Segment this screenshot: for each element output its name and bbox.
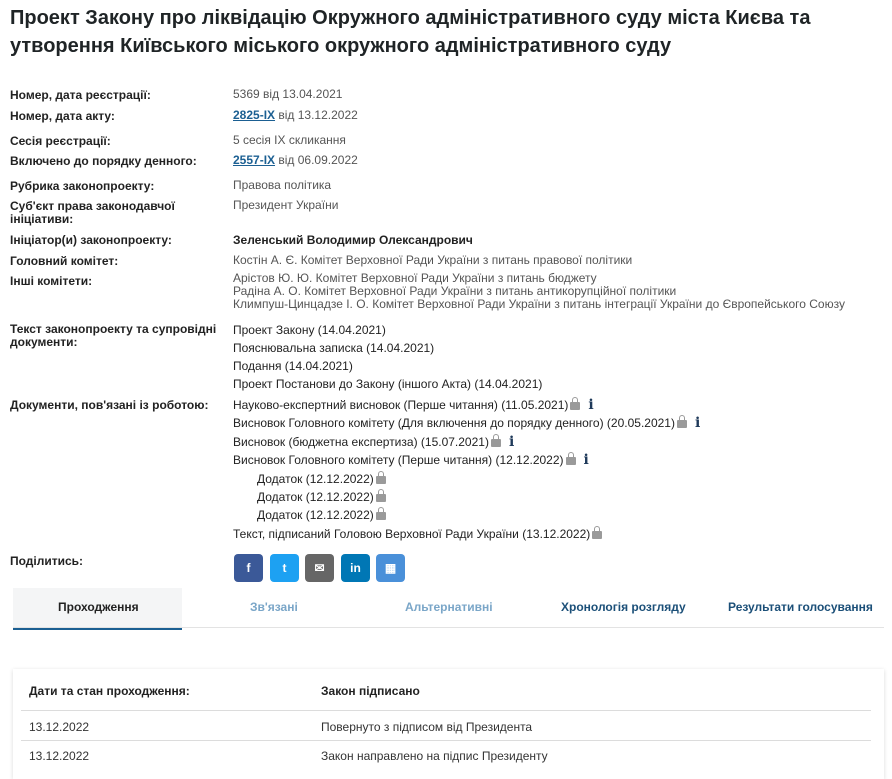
attachment-link[interactable]: Додаток (12.12.2022) (257, 471, 374, 486)
row-divider (21, 740, 871, 741)
lock-icon (566, 457, 576, 465)
text-doc-link[interactable]: Проект Постанови до Закону (іншого Акта) (14.04.2021) (233, 377, 543, 391)
docs-list (233, 396, 700, 543)
agenda-label: Включено до порядку денного: (10, 154, 197, 168)
lock-icon (491, 439, 501, 447)
lock-icon (376, 494, 386, 502)
table-row-status: Закон направлено на підпис Президенту (321, 749, 548, 763)
act-value (233, 107, 358, 124)
info-icon[interactable]: i (583, 452, 589, 469)
tabs-divider (13, 627, 884, 628)
info-icon[interactable]: i (694, 415, 701, 432)
docs-label: Документи, пов'язані із роботою: (10, 398, 209, 412)
subject-label: Суб'єкт права законодавчої ініціативи: (10, 199, 175, 226)
email-icon[interactable]: ✉ (305, 554, 334, 582)
text-doc-link[interactable]: Подання (14.04.2021) (233, 359, 353, 373)
rubric-label: Рубрика законопроекту: (10, 179, 155, 193)
table-header-dates: Дати та стан проходження: (29, 684, 190, 698)
table-header-status: Закон підписано (321, 684, 420, 698)
agenda-value (233, 152, 358, 169)
reg-value: 5369 від 13.04.2021 (233, 87, 343, 101)
texts-label: Текст законопроекту та супровідні документи: (10, 322, 217, 349)
text-doc-link[interactable]: Проект Закону (14.04.2021) (233, 323, 386, 337)
act-number-link[interactable]: 2825-IX (233, 108, 276, 122)
initiator-label: Ініціатор(и) законопроекту: (10, 233, 172, 247)
lock-icon (592, 531, 602, 539)
doc-link[interactable]: Висновок Головного комітету (Перше читання) (12.12.2022) (233, 453, 564, 468)
act-label: Номер, дата акту: (10, 109, 115, 123)
tab-prohodzhennia[interactable]: Проходження (58, 600, 139, 614)
tab-chronology[interactable]: Хронологія розгляду (561, 600, 686, 614)
doc-link[interactable]: Текст, підписаний Головою Верховної Ради України (13.12.2022) (233, 526, 591, 541)
attachment-link[interactable]: Додаток (12.12.2022) (257, 508, 374, 523)
text-doc-link[interactable]: Пояснювальна записка (14.04.2021) (233, 341, 435, 355)
agenda-number-link[interactable]: 2557-IX (233, 153, 276, 167)
doc-link[interactable]: Висновок Головного комітету (Для включення до порядку денного) (20.05.2021) (233, 416, 675, 431)
tab-alternative[interactable]: Альтернативні (405, 600, 493, 614)
lock-icon (376, 476, 386, 484)
other-committee-item: Радіна А. О. Комітет Верховної Ради України з питань антикорупційної політики (233, 284, 677, 298)
info-icon[interactable]: i (588, 397, 594, 413)
info-icon[interactable]: i (508, 433, 515, 450)
reg-label: Номер, дата реєстрації: (10, 88, 151, 102)
rubric-value: Правова політика (233, 178, 332, 192)
main-committee-value: Костін А. Є. Комітет Верховної Ради України з питань правової політики (233, 253, 633, 267)
other-committees-label: Інші комітети: (10, 274, 93, 288)
share-label: Поділитись: (10, 554, 84, 568)
act-date: від 13.12.2022 (275, 108, 358, 122)
other-committees-list (233, 272, 845, 311)
attachment-link[interactable]: Додаток (12.12.2022) (257, 490, 374, 505)
table-row-date: 13.12.2022 (29, 720, 90, 734)
texts-list (233, 321, 542, 393)
page-title: Проект Закону про ліквідацію Окружного адміністративного суду міста Києва та утворення Київського міського окружного адміністративного суду (10, 7, 811, 57)
linkedin-icon[interactable]: in (341, 554, 370, 582)
facebook-icon[interactable]: f (234, 554, 263, 582)
lock-icon (677, 420, 687, 428)
session-label: Сесія реєстрації: (10, 134, 111, 148)
qr-code-icon[interactable]: ▦ (376, 554, 405, 582)
twitter-icon[interactable]: t (270, 554, 299, 582)
main-committee-label: Головний комітет: (10, 254, 119, 268)
tab-voting-results[interactable]: Результати голосування (728, 600, 873, 614)
other-committee-item: Климпуш-Цинцадзе І. О. Комітет Верховної Ради України з питань інтеграції України до Європейського Союзу (233, 297, 845, 311)
doc-link[interactable]: Висновок (бюджетна експертиза) (15.07.2021) (233, 434, 489, 449)
row-divider (21, 710, 871, 711)
session-value: 5 сесія IX скликання (233, 133, 346, 147)
table-row-date: 13.12.2022 (29, 749, 90, 763)
lock-icon (570, 402, 580, 410)
doc-link[interactable]: Науково-експертний висновок (Перше читання) (11.05.2021) (233, 398, 569, 412)
tab-related[interactable]: Зв'язані (250, 600, 298, 614)
subject-value: Президент України (233, 198, 339, 212)
agenda-date: від 06.09.2022 (275, 153, 358, 167)
other-committee-item: Арістов Ю. Ю. Комітет Верховної Ради України з питань бюджету (233, 271, 597, 285)
initiator-value: Зеленський Володимир Олександрович (233, 233, 473, 247)
lock-icon (376, 512, 386, 520)
table-row-status: Повернуто з підписом від Президента (321, 720, 533, 734)
